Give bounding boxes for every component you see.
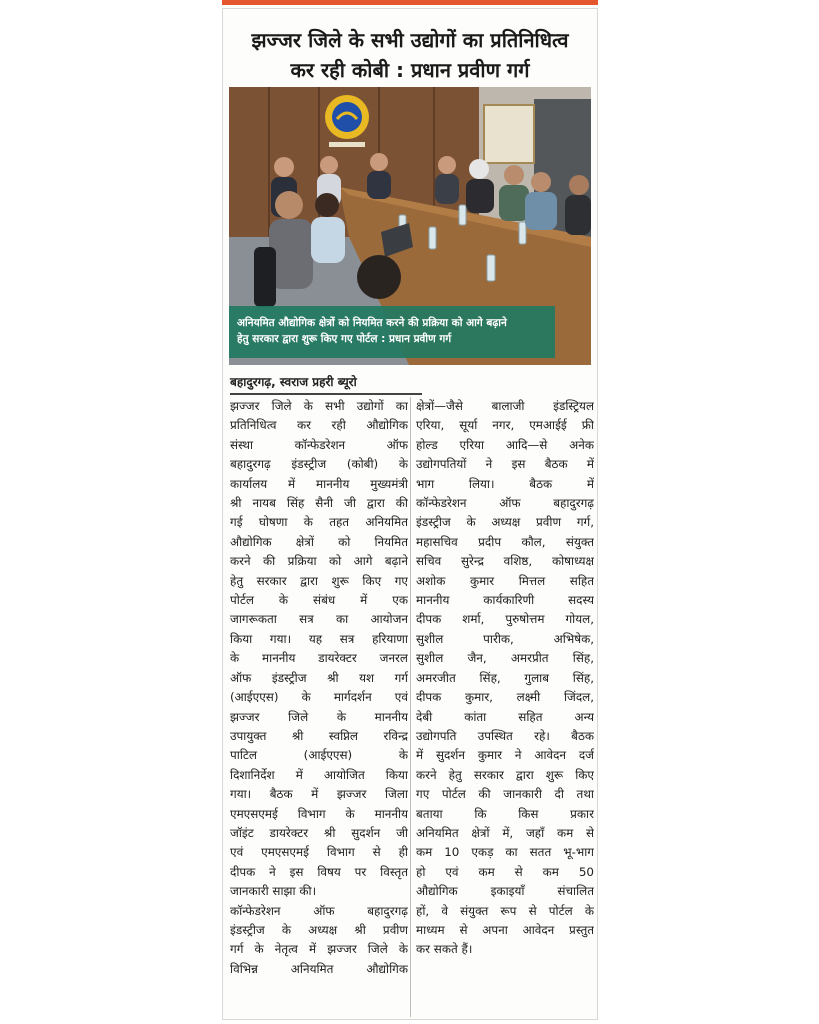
body-text-line: कॉन्फेडरेशन ऑफ बहादुरगढ़ [416,496,594,511]
photo-caption-line-1: अनियमित औद्योगिक क्षेत्रों को नियमित करने की प्रक्रिया को आगे बढ़ाने [237,317,507,329]
body-text-line: इंडस्ट्रीज के अध्यक्ष प्रवीण गर्ग, [416,515,594,530]
body-text-line: झज्जर जिले के माननीय [230,709,408,724]
body-text-line: कॉन्फेडरेशन ऑफ बहादुरगढ़ [230,903,408,918]
body-text-line: एवं एमएसएमई विभाग से ही [230,845,408,860]
body-text-line: पाटिल (आईएएस) के [230,748,408,763]
body-text-line: सुशील पारीक, अभिषेक, [416,631,594,646]
body-text-line: एमएसएमई विभाग के माननीय [230,806,408,821]
article-headline [223,25,597,85]
photo-caption [229,306,555,358]
body-text-line: माननीय कार्यकारिणी सदस्य [416,593,594,608]
body-text-line: उद्योगपति उपस्थित रहे। बैठक [416,728,594,743]
meeting-photo [229,87,591,365]
body-text-line: संस्था कॉन्फेडरेशन ऑफ [230,437,408,452]
body-text-line: सुशील जैन, अमरप्रीत सिंह, [416,651,594,666]
body-text-line: विभिन्न अनियमित औद्योगिक [230,961,408,976]
body-text-line: एरिया, सूर्या नगर, एमआईई फ्री [416,418,594,433]
article-column-2 [416,397,594,1015]
article-column-1 [230,397,408,1015]
body-text-line: अमरजीत सिंह, गुलाब सिंह, [416,670,594,685]
body-text-line: अनियमित क्षेत्रों में, जहाँ कम से [416,825,594,840]
body-text-line: झज्जर जिले के सभी उद्योगों का [230,399,408,413]
body-text-line: दिशानिर्देश में आयोजित किया [230,767,408,782]
body-text-line: किया गया। यह सत्र हरियाणा [230,631,408,646]
body-text-line: बताया कि किस प्रकार [416,806,594,821]
body-text-line: जागरूकता सत्र का आयोजन [230,612,408,627]
body-text-line: बहादुरगढ़ इंडस्ट्रीज (कोबी) के [230,457,408,472]
body-text-line: इंडस्ट्रीज के अध्यक्ष श्री प्रवीण [230,922,408,937]
body-text-line: क्षेत्रों—जैसे बालाजी इंडस्ट्रियल [416,399,594,413]
body-text-line: के माननीय डायरेक्टर जनरल [230,651,408,666]
body-text-line: कम 10 एकड़ का सतत भू-भाग [416,845,594,860]
body-text-line: औद्योगिक क्षेत्रों को नियमित [230,534,408,549]
photo-caption-line-2: हेतु सरकार द्वारा शुरू किए गए पोर्टल : प्रधान प्रवीण गर्ग [237,333,452,345]
body-text-line: दीपक शर्मा, पुरुषोत्तम गोयल, [416,612,594,627]
body-text-line: पोर्टल के संबंध में एक [230,593,408,608]
body-text-line: भाग लिया। बैठक में [416,476,594,491]
column-divider [410,397,411,1017]
body-text-line: दीपक कुमार, लक्ष्मी जिंदल, [416,690,594,705]
body-text-line: ऑफ इंडस्ट्रीज श्री यश गर्ग [230,670,408,685]
body-text-line: महासचिव प्रदीप कौल, संयुक्त [416,534,594,549]
body-text-line: जॉइंट डायरेक्टर श्री सुदर्शन जी [230,825,408,840]
body-text-line: उद्योगपतियों ने इस बैठक में [416,457,594,472]
body-text-line: प्रतिनिधित्व कर रही औद्योगिक [230,418,408,433]
body-text-line: गए पोर्टल की जानकारी दी तथा [416,787,594,802]
body-text-line: श्री नायब सिंह सैनी जी द्वारा की [230,496,408,511]
body-text-line: देबी कांता सहित अन्य [416,709,594,724]
body-text-line: करने की प्रक्रिया को आगे बढ़ाने [230,554,408,569]
headline-line-2: कर रही कोबी : प्रधान प्रवीण गर्ग [290,58,530,82]
body-text-line: कार्यालय में माननीय मुख्यमंत्री [230,476,408,491]
top-accent-bar [222,0,598,5]
body-text-line: औद्योगिक इकाइयाँ संचालित [416,884,594,899]
dateline: बहादुरगढ़, स्वराज प्रहरी ब्यूरो [230,373,422,395]
body-text-line: हों, वे संयुक्त रूप से पोर्टल के [416,903,594,918]
body-text-line: (आईएएस) के मार्गदर्शन एवं [230,690,408,705]
body-text-line: जानकारी साझा की। [230,884,317,899]
body-text-line: उपायुक्त श्री स्वप्निल रविन्द्र [230,728,408,743]
body-text-line: सचिव सुरेन्द्र वशिष्ठ, कोषाध्यक्ष [416,554,594,569]
body-text-line: गया। बैठक में झज्जर जिला [230,787,408,802]
body-text-line: में सुदर्शन कुमार ने आवेदन दर्ज [416,748,594,763]
body-text-line: हो एवं कम से कम 50 [416,864,594,879]
body-text-line: माध्यम से अपना आवेदन प्रस्तुत [416,922,594,937]
body-text-line: कर सकते हैं। [416,942,473,957]
body-text-line: हेतु सरकार द्वारा शुरू किए गए [230,573,408,588]
body-text-line: करने हेतु सरकार द्वारा शुरू किए [416,767,594,782]
body-text-line: अशोक कुमार मित्तल सहित [416,573,594,588]
body-text-line: होल्ड एरिया आदि—से अनेक [416,437,594,452]
newspaper-clipping [222,8,598,1020]
headline-line-1: झज्जर जिले के सभी उद्योगों का प्रतिनिधित्व [251,28,569,52]
body-text-line: दीपक ने इस विषय पर विस्तृत [230,864,408,879]
body-text-line: गर्ग के नेतृत्व में झज्जर जिले के [230,942,408,957]
body-text-line: गई घोषणा के तहत अनियमित [230,515,408,530]
